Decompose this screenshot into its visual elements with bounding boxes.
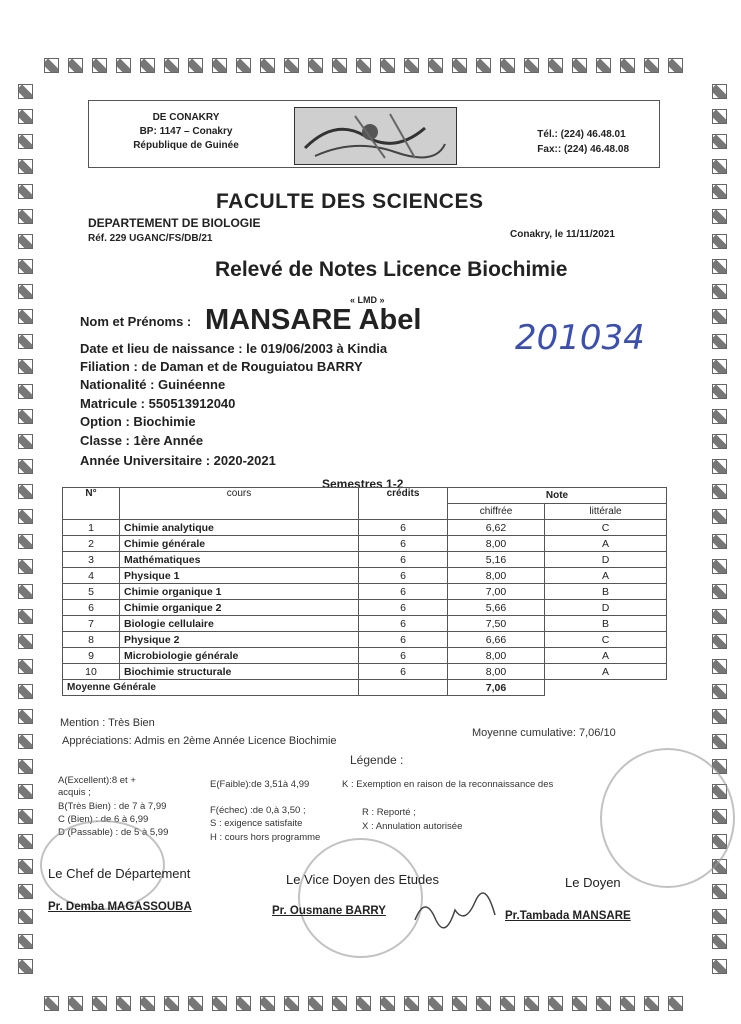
grades-table — [62, 487, 667, 696]
border-square — [308, 58, 323, 73]
border-square — [18, 284, 33, 299]
legend-h: H : cours hors programme — [210, 832, 321, 843]
appreciations: Appréciations: Admis en 2ème Année Licence Biochimie — [62, 735, 337, 747]
address-line: DE CONAKRY — [152, 112, 220, 123]
signature-name-chef: Pr. Demba MAGASSOUBA — [48, 901, 192, 913]
row-credits: 6 — [359, 648, 448, 664]
border-square — [712, 934, 727, 949]
row-course: Biologie cellulaire — [120, 616, 359, 632]
border-square — [18, 684, 33, 699]
row-note-litterale: C — [545, 632, 667, 648]
class: Classe : 1ère Année — [80, 433, 204, 448]
border-square — [596, 996, 611, 1011]
border-square — [18, 884, 33, 899]
border-square — [18, 384, 33, 399]
border-square — [284, 58, 299, 73]
row-course: Physique 2 — [120, 632, 359, 648]
header-num: N° — [63, 488, 120, 520]
border-square — [712, 384, 727, 399]
dean-stamp — [600, 748, 735, 888]
border-square — [712, 134, 727, 149]
border-square — [116, 996, 131, 1011]
student-name: MANSARE Abel — [205, 304, 422, 336]
document-title: Relevé de Notes Licence Biochimie — [215, 258, 568, 281]
border-square — [18, 734, 33, 749]
border-square — [712, 684, 727, 699]
row-note-litterale: B — [545, 616, 667, 632]
header-chiffree: chiffrée — [448, 504, 545, 520]
border-square — [18, 334, 33, 349]
border-square — [18, 559, 33, 574]
average-row — [63, 680, 667, 696]
border-square — [712, 584, 727, 599]
border-square — [332, 58, 347, 73]
department-name: DEPARTEMENT DE BIOLOGIE — [88, 216, 261, 230]
place-date: Conakry, le 11/11/2021 — [510, 229, 615, 240]
border-square — [18, 659, 33, 674]
table-row — [63, 648, 667, 664]
border-top — [44, 58, 683, 73]
telephone: Tél.: (224) 46.48.01 — [537, 129, 626, 140]
border-square — [116, 58, 131, 73]
fax: Fax:: (224) 46.48.08 — [537, 144, 629, 155]
border-square — [548, 996, 563, 1011]
row-num: 10 — [63, 664, 120, 680]
border-square — [18, 409, 33, 424]
row-note-chiffree: 6,62 — [448, 520, 545, 536]
border-square — [712, 209, 727, 224]
border-square — [18, 159, 33, 174]
row-credits: 6 — [359, 616, 448, 632]
border-square — [188, 996, 203, 1011]
border-square — [18, 534, 33, 549]
border-square — [712, 409, 727, 424]
border-square — [712, 909, 727, 924]
legend-f: F(échec) :de 0,à 3,50 ; — [210, 805, 306, 816]
border-square — [712, 184, 727, 199]
letterhead-box — [88, 100, 660, 168]
border-square — [212, 996, 227, 1011]
table-row — [63, 664, 667, 680]
border-square — [18, 434, 33, 449]
border-square — [18, 934, 33, 949]
border-square — [18, 134, 33, 149]
border-square — [18, 259, 33, 274]
row-course: Physique 1 — [120, 568, 359, 584]
border-square — [712, 634, 727, 649]
row-num: 5 — [63, 584, 120, 600]
border-square — [18, 309, 33, 324]
row-credits: 6 — [359, 664, 448, 680]
row-course: Biochimie structurale — [120, 664, 359, 680]
border-square — [712, 434, 727, 449]
table-row — [63, 584, 667, 600]
row-num: 4 — [63, 568, 120, 584]
row-note-chiffree: 6,66 — [448, 632, 545, 648]
row-credits: 6 — [359, 584, 448, 600]
table-row — [63, 632, 667, 648]
border-square — [712, 484, 727, 499]
row-note-litterale: A — [545, 568, 667, 584]
table-row — [63, 552, 667, 568]
border-square — [452, 58, 467, 73]
row-num: 8 — [63, 632, 120, 648]
row-course: Chimie organique 2 — [120, 600, 359, 616]
address-line: République de Guinée — [133, 140, 239, 151]
border-square — [712, 659, 727, 674]
border-square — [644, 58, 659, 73]
border-square — [500, 996, 515, 1011]
row-course: Mathématiques — [120, 552, 359, 568]
border-square — [18, 209, 33, 224]
border-square — [18, 834, 33, 849]
border-square — [212, 58, 227, 73]
border-square — [18, 809, 33, 824]
border-square — [18, 759, 33, 774]
row-note-chiffree: 8,00 — [448, 664, 545, 680]
option: Option : Biochimie — [80, 414, 196, 429]
row-num: 9 — [63, 648, 120, 664]
row-course: Microbiologie générale — [120, 648, 359, 664]
border-square — [452, 996, 467, 1011]
border-square — [18, 584, 33, 599]
faculty-logo — [294, 107, 457, 165]
border-square — [712, 334, 727, 349]
row-note-chiffree: 5,16 — [448, 552, 545, 568]
border-square — [18, 784, 33, 799]
legend-e: E(Faible):de 3,51à 4,99 — [210, 779, 310, 790]
row-credits: 6 — [359, 632, 448, 648]
faculty-name: FACULTE DES SCIENCES — [216, 190, 484, 213]
row-note-chiffree: 7,00 — [448, 584, 545, 600]
border-square — [356, 996, 371, 1011]
row-note-litterale: A — [545, 664, 667, 680]
row-credits: 6 — [359, 568, 448, 584]
address-line: BP: 1147 – Conakry — [139, 126, 233, 137]
border-square — [404, 996, 419, 1011]
row-note-litterale: C — [545, 520, 667, 536]
handwritten-signature — [410, 890, 500, 930]
border-square — [68, 58, 83, 73]
nationality: Nationalité : Guinéenne — [80, 377, 226, 392]
row-note-litterale: D — [545, 552, 667, 568]
border-square — [260, 58, 275, 73]
row-note-litterale: D — [545, 600, 667, 616]
border-square — [380, 996, 395, 1011]
border-square — [332, 996, 347, 1011]
row-num: 7 — [63, 616, 120, 632]
row-note-litterale: A — [545, 648, 667, 664]
row-note-litterale: A — [545, 536, 667, 552]
birth-info: Date et lieu de naissance : le 019/06/2003 à Kindia — [80, 341, 388, 356]
signature-title-chef: Le Chef de Département — [48, 866, 191, 881]
border-square — [620, 58, 635, 73]
border-square — [476, 996, 491, 1011]
border-square — [308, 996, 323, 1011]
border-square — [92, 996, 107, 1011]
header-litterale: littérale — [545, 504, 667, 520]
border-bottom — [44, 996, 683, 1011]
row-num: 3 — [63, 552, 120, 568]
signature-name-doyen: Pr.Tambada MANSARE — [505, 910, 631, 922]
border-square — [712, 709, 727, 724]
border-square — [712, 884, 727, 899]
border-square — [712, 959, 727, 974]
legend-c: C (Bien) : de 6 à 6,99 — [58, 814, 149, 825]
legend-k: K : Exemption en raison de la reconnaissance des — [342, 779, 554, 790]
table-row — [63, 520, 667, 536]
border-square — [236, 58, 251, 73]
border-square — [668, 996, 683, 1011]
row-note-litterale: B — [545, 584, 667, 600]
row-note-chiffree: 5,66 — [448, 600, 545, 616]
border-square — [260, 996, 275, 1011]
row-credits: 6 — [359, 552, 448, 568]
row-note-chiffree: 7,50 — [448, 616, 545, 632]
border-square — [164, 996, 179, 1011]
border-square — [524, 996, 539, 1011]
row-course: Chimie générale — [120, 536, 359, 552]
matricule: Matricule : 550513912040 — [80, 396, 236, 411]
table-row — [63, 568, 667, 584]
border-square — [18, 509, 33, 524]
border-square — [712, 159, 727, 174]
border-square — [18, 234, 33, 249]
row-num: 2 — [63, 536, 120, 552]
header-credits: crédits — [359, 488, 448, 520]
border-square — [284, 996, 299, 1011]
semesters-label: Semestres 1-2 — [322, 477, 404, 491]
border-left — [18, 84, 33, 974]
average-litterale-cell — [545, 680, 667, 696]
row-num: 6 — [63, 600, 120, 616]
lmd-label: « LMD » — [350, 295, 385, 305]
filiation: Filiation : de Daman et de Rouguiatou BARRY — [80, 359, 363, 374]
border-square — [572, 996, 587, 1011]
border-square — [712, 609, 727, 624]
border-square — [18, 459, 33, 474]
border-square — [356, 58, 371, 73]
signature-name-vice-doyen: Pr. Ousmane BARRY — [272, 905, 386, 917]
border-square — [712, 459, 727, 474]
border-square — [428, 58, 443, 73]
letterhead-address — [121, 111, 251, 153]
border-square — [712, 84, 727, 99]
row-note-chiffree: 8,00 — [448, 536, 545, 552]
row-note-chiffree: 8,00 — [448, 648, 545, 664]
border-square — [44, 996, 59, 1011]
row-course: Chimie organique 1 — [120, 584, 359, 600]
average-label: Moyenne Générale — [63, 680, 359, 696]
reference-number: Réf. 229 UGANC/FS/DB/21 — [88, 233, 213, 244]
legend-s: S : exigence satisfaite — [210, 818, 303, 829]
border-square — [476, 58, 491, 73]
border-square — [18, 84, 33, 99]
table-header-row — [63, 488, 667, 504]
border-square — [712, 234, 727, 249]
row-credits: 6 — [359, 536, 448, 552]
header-cours: cours — [120, 488, 359, 520]
row-note-chiffree: 8,00 — [448, 568, 545, 584]
table-row — [63, 600, 667, 616]
border-square — [140, 58, 155, 73]
border-square — [380, 58, 395, 73]
border-square — [712, 309, 727, 324]
border-square — [404, 58, 419, 73]
legend-x: X : Annulation autorisée — [362, 821, 463, 832]
border-square — [644, 996, 659, 1011]
signature-title-doyen: Le Doyen — [565, 875, 621, 890]
average-value: 7,06 — [448, 680, 545, 696]
name-label: Nom et Prénoms : — [80, 314, 192, 329]
letterhead-contact — [537, 127, 629, 157]
legend-b: B(Très Bien) : de 7 à 7,99 — [58, 801, 167, 812]
border-square — [572, 58, 587, 73]
border-square — [188, 58, 203, 73]
department-stamp — [40, 820, 165, 910]
cumulative-average: Moyenne cumulative: 7,06/10 — [472, 727, 616, 739]
border-square — [18, 859, 33, 874]
border-square — [712, 534, 727, 549]
border-square — [18, 709, 33, 724]
border-square — [712, 734, 727, 749]
border-square — [18, 634, 33, 649]
border-square — [68, 996, 83, 1011]
border-square — [18, 609, 33, 624]
border-square — [44, 58, 59, 73]
border-square — [18, 109, 33, 124]
border-square — [18, 184, 33, 199]
border-square — [712, 284, 727, 299]
border-square — [428, 996, 443, 1011]
legend-acquis: acquis ; — [58, 787, 91, 798]
academic-year: Année Universitaire : 2020-2021 — [80, 453, 276, 468]
row-course: Chimie analytique — [120, 520, 359, 536]
header-note: Note — [448, 488, 667, 504]
border-square — [500, 58, 515, 73]
row-credits: 6 — [359, 520, 448, 536]
legend-r: R : Reporté ; — [362, 807, 416, 818]
border-square — [164, 58, 179, 73]
border-square — [18, 909, 33, 924]
row-credits: 6 — [359, 600, 448, 616]
border-square — [524, 58, 539, 73]
grade-rows — [63, 520, 667, 680]
row-num: 1 — [63, 520, 120, 536]
handwritten-number: 201034 — [515, 318, 645, 358]
border-square — [712, 109, 727, 124]
border-square — [18, 959, 33, 974]
signature-title-vice-doyen: Le Vice Doyen des Etudes — [286, 872, 439, 887]
table-row — [63, 616, 667, 632]
legend-a: A(Excellent):8 et + — [58, 775, 136, 786]
border-square — [668, 58, 683, 73]
average-credits-cell — [359, 680, 448, 696]
border-square — [712, 259, 727, 274]
border-square — [92, 58, 107, 73]
mention: Mention : Très Bien — [60, 717, 155, 729]
border-square — [712, 359, 727, 374]
border-square — [712, 559, 727, 574]
legend-title: Légende : — [350, 753, 404, 767]
border-square — [236, 996, 251, 1011]
table-row — [63, 536, 667, 552]
border-square — [620, 996, 635, 1011]
university-stamp — [298, 838, 423, 958]
legend-d: D (Passable) : de 5 à 5,99 — [58, 827, 169, 838]
border-square — [712, 509, 727, 524]
border-square — [18, 359, 33, 374]
border-square — [548, 58, 563, 73]
border-square — [596, 58, 611, 73]
border-square — [140, 996, 155, 1011]
border-square — [18, 484, 33, 499]
